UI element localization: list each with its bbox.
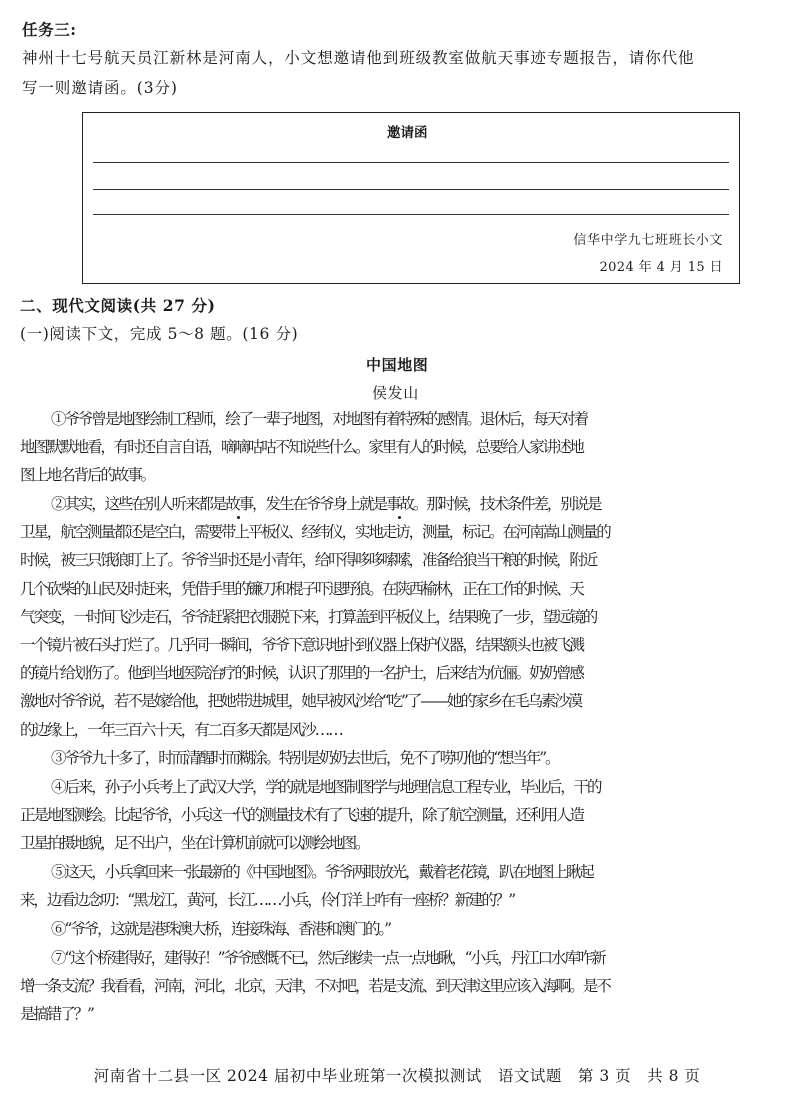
task-prompt-line1: 神州十七号航天员江新林是河南人，小文想邀请他到班级教室做航天事迹专题报告，请你代他 (22, 49, 695, 67)
answer-line-2[interactable] (93, 189, 729, 190)
paragraph-line: ①爷爷曾是地图绘制工程师，绘了一辈子地图，对地图有着特殊的感情。退休后，每天对着 (51, 410, 588, 428)
paragraph-line: 卫星，航空测量都还是空白，需要带上平板仪、经纬仪，实地走访，测量，标记。在河南嵩山测量的 (20, 523, 610, 542)
paragraph-line: ⑦“这个桥建得好，建得好！”爷爷感慨不已，然后继续一点一点地瞅，“小兵，丹江口水库咋新 (51, 949, 605, 967)
text-segment: 。那时候，技术条件差，别说是 (412, 495, 601, 513)
letter-title: 邀请函 (387, 125, 428, 141)
paragraph-3 (20, 744, 780, 772)
paragraph-line: 几个砍柴的山民及时赶来，凭借手里的镰刀和棍子吓退野狼。在陕西榆林，正在工作的时候、天 (20, 579, 583, 598)
paragraph-line: 正是地图测绘。比起爷爷，小兵这一代的测量技术有了飞速的提升，除了航空测量，还利用人造 (20, 806, 583, 825)
paragraph-line: 图上地名背后的故事。 (20, 466, 155, 485)
paragraph-line: 时候，被三只饿狼盯上了。爷爷当时还是小青年，给吓得哆哆嗦嗦，准备给狼当干粮的时候，附近 (20, 551, 597, 570)
paragraph-line: 地图默默地看，有时还自言自语，嘀嘀咕咕不知说些什么。家里有人的时候，总要给人家讲述地 (20, 438, 583, 457)
paragraph-line: 增一条支流？我看看，河南，河北，北京，天津，不对吧，若是支流、到天津这里应该入海啊。是不 (20, 977, 610, 996)
task-prompt-line2: 写一则邀请函。(3分) (22, 79, 178, 97)
emphasis-text: 故事 (225, 495, 253, 513)
article-title: 中国地图 (366, 356, 429, 374)
text-segment: ，发生在爷爷身上就是 (252, 495, 387, 513)
paragraph-line: 卫星拍摄地貌，足不出户，坐在计算机前就可以测绘地图。 (20, 834, 369, 853)
paragraph-line: 的镜片给划伤了。他到当地医院治疗的时候，认识了那里的一名护士，后来结为伉俪。奶奶曾感 (20, 664, 583, 683)
paragraph-line-with-emphasis (20, 490, 780, 518)
paragraph-line: 激地对爷爷说，若不是嫁给他，把她带进城里，她早被风沙给“吃”了——她的家乡在毛乌素沙漠 (20, 692, 582, 711)
emphasized-word-accident (386, 495, 413, 513)
paragraph-line: ④后来，孙子小兵考上了武汉大学，学的就是地图制图学与地理信息工程专业，毕业后，干的 (51, 778, 601, 796)
paragraph-line: 来，边看边念叨：“黑龙江，黄河，长江……小兵，伶仃洋上咋有一座桥？新建的？” (20, 891, 515, 910)
paragraph-line: ⑥“爷爷，这就是港珠澳大桥，连接珠海、香港和澳门的。” (51, 920, 390, 938)
paragraph-6 (20, 915, 780, 943)
task-heading: 任务三: (22, 20, 77, 39)
paragraph-line: 气突变，一时间飞沙走石，爷爷赶紧把衣服脱下来，打算盖到平板仪上，结果晚了一步，望远镜的 (20, 607, 597, 626)
invitation-letter-box (82, 112, 740, 284)
answer-line-3[interactable] (93, 214, 729, 215)
paragraph-line: 的边缘上，一年三百六十天，有二百多天都是风沙…… (20, 720, 342, 739)
text-segment: ②其实，这些在别人听来都是 (51, 495, 226, 513)
paragraph-2 (20, 490, 780, 744)
emphasized-word-story (225, 495, 252, 513)
paragraph-line: ③爷爷九十多了，时而清醒时而糊涂。特别是奶奶去世后，免不了唠叨他的“想当年”。 (51, 749, 559, 767)
paragraph-4 (20, 773, 780, 858)
paragraph-line: 一个镜片被石头打烂了。几乎同一瞬间，爷爷下意识地扑到仪器上保护仪器，结果额头也被飞溅 (20, 636, 583, 655)
section-heading: 二、现代文阅读(共 27 分) (20, 296, 216, 315)
answer-line-1[interactable] (93, 162, 729, 163)
paragraph-line: 是搞错了？” (20, 1005, 93, 1024)
paragraph-line: ⑤这天，小兵拿回来一张最新的《中国地图》。爷爷两眼放光，戴着老花镜，趴在地图上瞅起 (51, 863, 593, 881)
page-footer: 河南省十二县一区 2024 届初中毕业班第一次模拟测试 语文试题 第 3 页 共 8 页 (93, 1067, 701, 1085)
section-subheading: (一)阅读下文，完成 5～8 题。(16 分) (20, 325, 299, 343)
paragraph-7 (20, 944, 780, 1029)
emphasis-text: 事故 (386, 495, 413, 513)
article-author: 侯发山 (372, 384, 419, 402)
letter-signature: 信华中学九七班班长小文 (573, 233, 723, 248)
paragraph-5 (20, 858, 780, 914)
paragraph-1 (20, 405, 780, 490)
letter-date: 2024 年 4 月 15 日 (599, 260, 723, 275)
